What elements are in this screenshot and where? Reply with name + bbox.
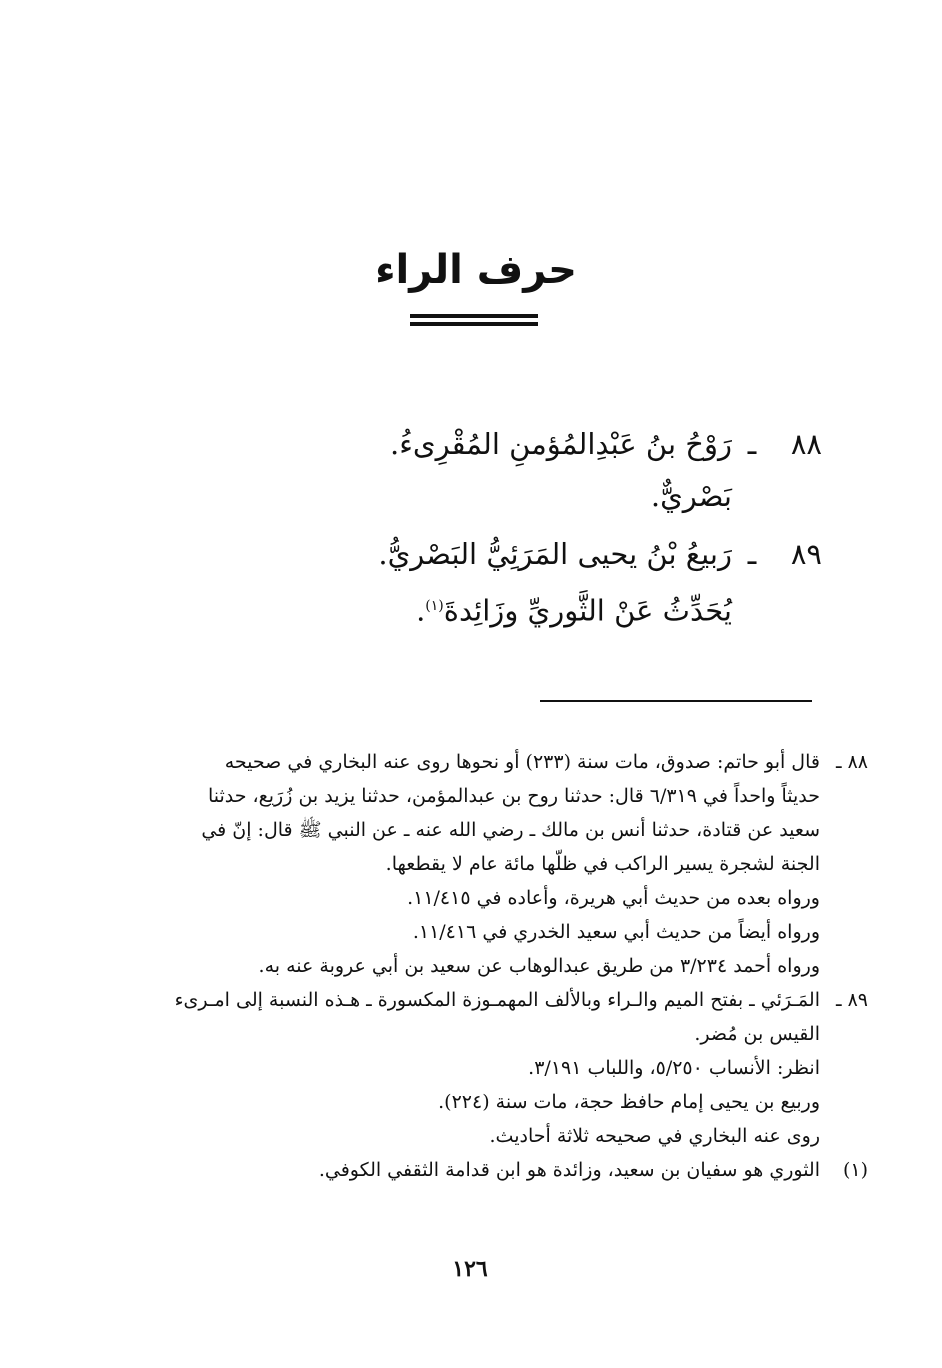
entry-89 [182,528,822,632]
footnotes [80,745,868,1187]
note-line: الثوري هو سفيان بن سعيد، وزائدة هو ابن قدامة الثقفي الكوفي. [318,1159,820,1181]
note-line: المَـرَئي ـ بفتح الميم والـراء وبالألف المهمـوزة المكسورة ـ هـذه النسبة إلى امـرىء [174,989,820,1011]
entry-dash: ـ [747,427,757,461]
note-line: روى عنه البخاري في صحيحه ثلاثة أحاديث. [489,1125,820,1147]
note-number: ٨٨ ـ [835,751,868,773]
note-line: قال أبو حاتم: صدوق، مات سنة (٢٣٣) أو نحوها روى عنه البخاري في صحيحه [224,751,820,773]
entry-name: رَوْحُ بنُ عَبْدِالمُؤمنِ المُقْرِىءُ. [390,427,732,461]
note-line: ورواه أيضاً من حديث أبي سعيد الخدري في ١١/٤١٦. [412,921,820,943]
entry-name: رَبيعُ بْنُ يحيى المَرَئِيُّ البَصْريُّ. [378,537,732,571]
note-line: انظر: الأنساب ٥/٢٥٠، واللباب ٣/١٩١. [528,1057,820,1079]
entry-sub-end: . [416,593,426,628]
footnote-mark: (١) [425,598,444,614]
note-1 [80,1153,868,1187]
entry-number: ٨٨ [790,427,822,461]
note-number: (١) [842,1159,868,1181]
title-rule-bottom [410,322,538,326]
title-rule-top [410,314,538,318]
page-number: ١٢٦ [452,1256,488,1282]
note-line: الجنة لشجرة يسير الراكب في ظلّها مائة عام لا يقطعها. [385,853,820,875]
note-number: ٨٩ ـ [835,989,868,1011]
entry-number: ٨٩ [790,537,822,571]
note-line: ورواه بعده من حديث أبي هريرة، وأعاده في ١١/٤١٥. [407,887,820,909]
note-line: حديثاً واحداً في ٦/٣١٩ قال: حدثنا روح بن عبدالمؤمن، حدثنا يزيد بن زُرَيع، حدثنا [207,785,820,807]
entry-dash: ـ [747,537,757,571]
note-88 [80,745,868,983]
entry-sub [182,580,822,632]
note-line: القيس بن مُضر. [694,1023,820,1045]
entry-sub-text: يُحَدِّثُ عَنْ الثَّوريِّ وزَائِدةَ [443,593,732,628]
entry-sub: بَصْريٌّ. [650,479,732,513]
chapter-title: حرف الراء [375,247,577,293]
note-89 [80,983,868,1153]
entry-88 [182,418,822,522]
note-line: وربيع بن يحيى إمام حافظ حجة، مات سنة (٢٢٤). [438,1091,820,1113]
note-line: سعيد عن قتادة، حدثنا أنس بن مالك ـ رضي الله عنه ـ عن النبي ﷺ قال: إنّ في [201,819,820,841]
footnote-separator [540,700,812,702]
note-line: ورواه أحمد ٣/٢٣٤ من طريق عبدالوهاب عن سعيد بن أبي عروبة عنه به. [258,955,820,977]
